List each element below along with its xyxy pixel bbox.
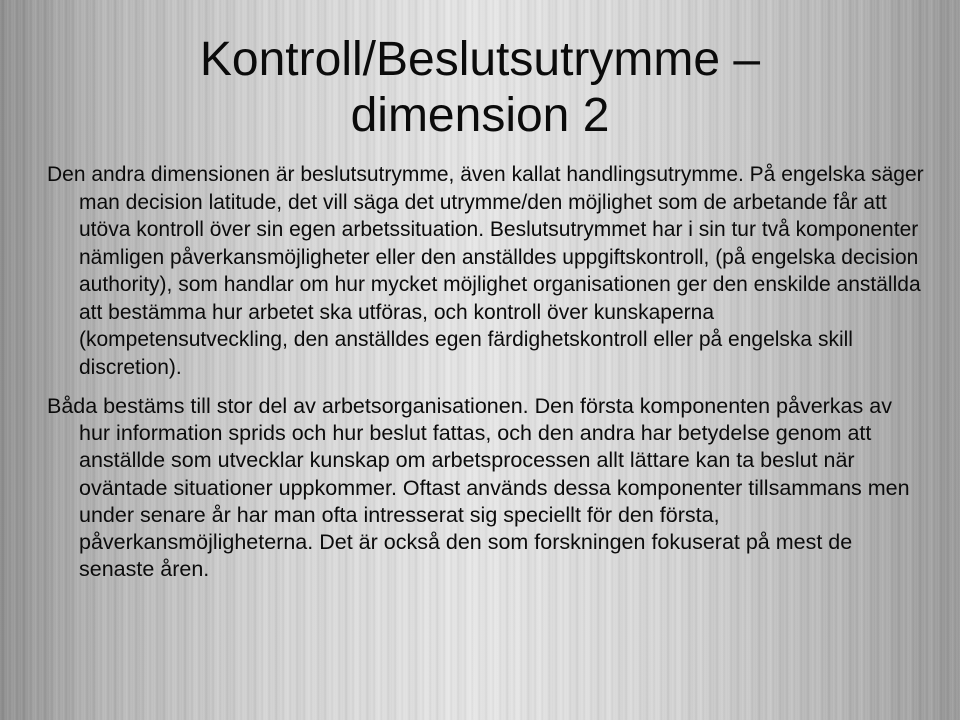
slide-title-line-1: Kontroll/Beslutsutrymme – xyxy=(199,33,761,86)
slide-title xyxy=(0,32,960,144)
slide-body xyxy=(47,161,927,583)
body-paragraph-2: Båda bestäms till stor del av arbetsorganisationen. Den första komponenten påverkas av hur information sprids och hur beslut fattas, och den andra har betydelse genom att anställde som utvecklar kunskap om arbetsprocessen allt lättare kan ta beslut när oväntade situationer uppkommer. Oftast används dessa komponenter tillsammans men under senare år har man ofta intresserat sig speciellt för den första, påverkansmöjligheterna. Det är också den som forskningen fokuserat på mest de senaste åren. xyxy=(47,394,910,582)
slide-title-line-2: dimension 2 xyxy=(350,89,610,142)
body-paragraph-1: Den andra dimensionen är beslutsutrymme, även kallat handlingsutrymme. På engelska säger man decision latitude, det vill säga det utrymme/den möjlighet som de arbetande får att utöva kontroll över sin egen arbetssituation. Beslutsutrymmet har i sin tur två komponenter nämligen påverkansmöjligheter eller den anställdes uppgiftskontroll, (på engelska decision authority), som handlar om hur mycket möjlighet organisationen ger den enskilde anställda att bestämma hur arbetet ska utföras, och kontroll över kunskaperna (kompetensutveckling, den anställdes egen färdighetskontroll eller på engelska skill discretion). xyxy=(47,163,924,379)
